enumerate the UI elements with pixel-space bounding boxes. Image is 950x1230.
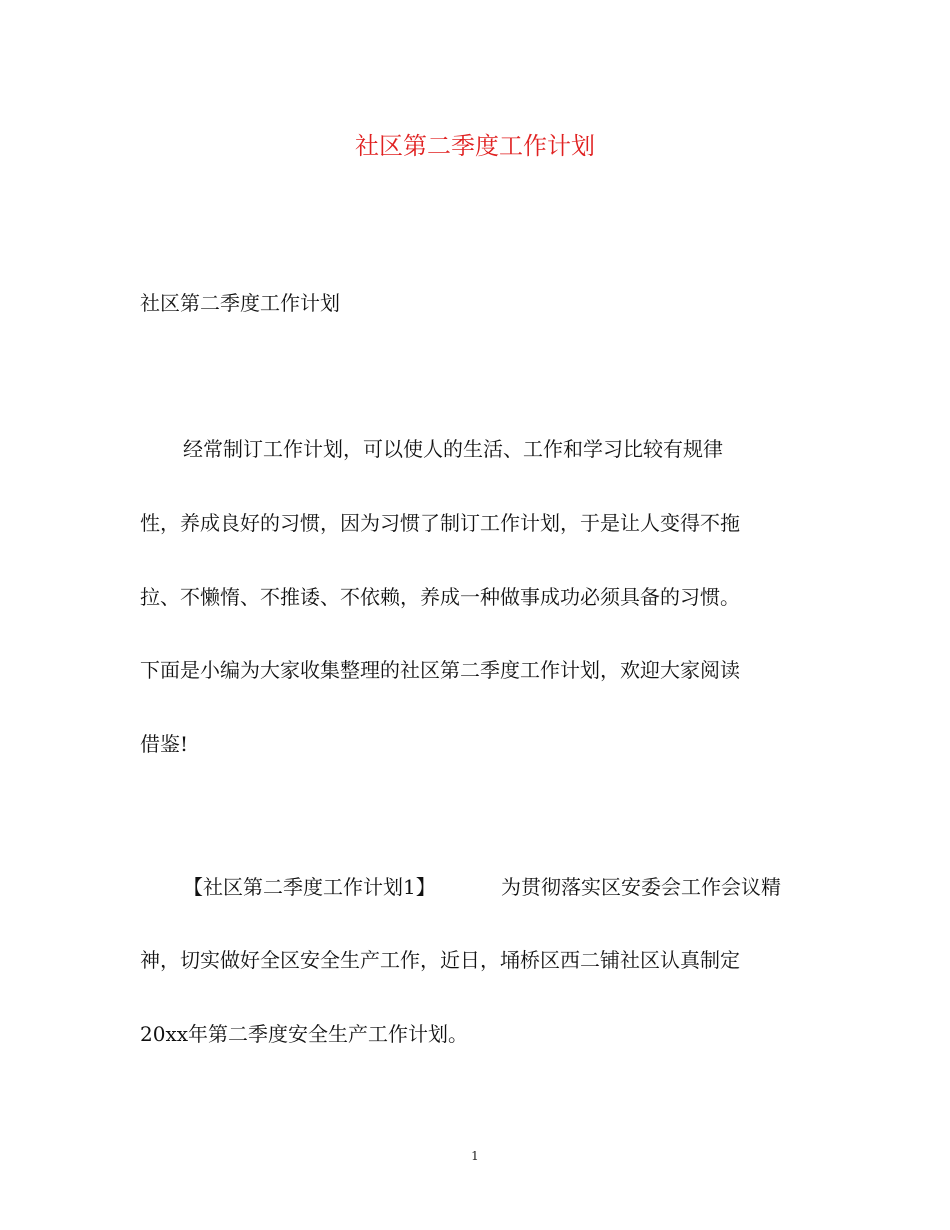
- intro-line: 借鉴!: [140, 732, 189, 756]
- intro-line: 经常制订工作计划，可以使人的生活、工作和学习比较有规律: [183, 437, 723, 461]
- section-1-line: 神，切实做好全区安全生产工作，近日，埇桥区西二铺社区认真制定: [140, 948, 740, 972]
- section-1-heading: 【社区第二季度工作计划1】: [183, 875, 436, 899]
- page-number: 1: [471, 1149, 479, 1163]
- document-title: 社区第二季度工作计划: [355, 132, 595, 160]
- document-subtitle: 社区第二季度工作计划: [140, 291, 340, 315]
- intro-line: 性，养成良好的习惯，因为习惯了制订工作计划，于是让人变得不拖: [140, 511, 740, 535]
- intro-line: 拉、不懒惰、不推诿、不依赖，养成一种做事成功必须具备的习惯。: [140, 585, 740, 609]
- section-1-line: 为贯彻落实区安委会工作会议精: [501, 875, 781, 899]
- intro-line: 下面是小编为大家收集整理的社区第二季度工作计划，欢迎大家阅读: [140, 658, 740, 682]
- section-1-line: 20xx年第二季度安全生产工作计划。: [140, 1022, 469, 1046]
